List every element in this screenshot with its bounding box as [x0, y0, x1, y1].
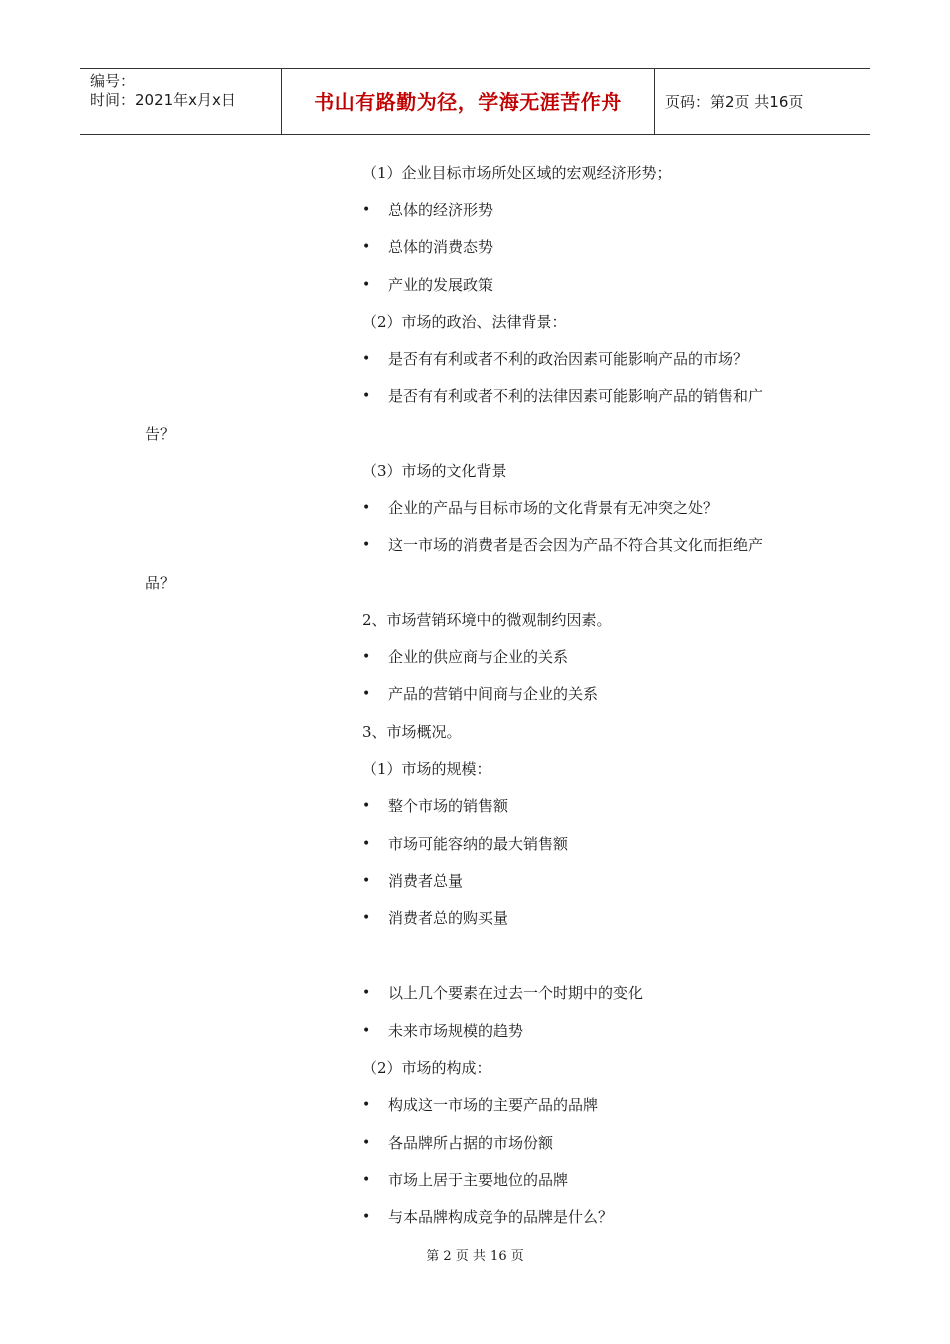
bullet-item: 产品的营销中间商与企业的关系 — [388, 685, 599, 703]
bullet-item: 未来市场规模的趋势 — [388, 1022, 524, 1040]
bullet-marker: • — [362, 351, 371, 367]
bullet-item: 是否有有利或者不利的法律因素可能影响产品的销售和广 — [388, 387, 764, 405]
paragraph-line: （2）市场的政治、法律背景： — [362, 313, 567, 331]
page-footer: 第 2 页 共 16 页 — [426, 1249, 524, 1264]
bullet-marker: • — [362, 1172, 371, 1188]
bullet-marker: • — [362, 1097, 371, 1113]
bullet-marker: • — [362, 836, 371, 852]
bullet-marker: • — [362, 1023, 371, 1039]
paragraph-line: （3）市场的文化背景 — [362, 462, 507, 480]
header-number-label: 编号： — [90, 72, 136, 90]
bullet-item: 企业的产品与目标市场的文化背景有无冲突之处？ — [388, 499, 719, 517]
bullet-item: 市场上居于主要地位的品牌 — [388, 1171, 569, 1189]
bullet-marker: • — [362, 202, 371, 218]
bullet-marker: • — [362, 239, 371, 255]
bullet-marker: • — [362, 500, 371, 516]
bullet-marker: • — [362, 277, 371, 293]
bullet-item: 各品牌所占据的市场份额 — [388, 1134, 554, 1152]
bullet-item: 与本品牌构成竞争的品牌是什么？ — [388, 1208, 614, 1226]
paragraph-line: 2、市场营销环境中的微观制约因素。 — [362, 611, 612, 629]
bullet-marker: • — [362, 537, 371, 553]
bullet-item: 总体的经济形势 — [388, 201, 494, 219]
bullet-marker: • — [362, 1135, 371, 1151]
bullet-item: 构成这一市场的主要产品的品牌 — [388, 1096, 599, 1114]
paragraph-line: （2）市场的构成： — [362, 1059, 492, 1077]
bullet-marker: • — [362, 388, 371, 404]
header-time-label: 时间：2021年x月x日 — [90, 91, 236, 109]
header-meta — [80, 69, 282, 134]
bullet-item: 以上几个要素在过去一个时期中的变化 — [388, 984, 644, 1002]
bullet-marker: • — [362, 873, 371, 889]
bullet-item: 总体的消费态势 — [388, 238, 494, 256]
bullet-item: 消费者总量 — [388, 872, 464, 890]
bullet-item: 市场可能容纳的最大销售额 — [388, 835, 569, 853]
paragraph-line: （1）企业目标市场所处区域的宏观经济形势； — [362, 164, 672, 182]
page-header — [80, 68, 870, 135]
paragraph-line: 3、市场概况。 — [362, 723, 462, 741]
bullet-item: 是否有有利或者不利的政治因素可能影响产品的市场？ — [388, 350, 749, 368]
bullet-marker: • — [362, 686, 371, 702]
bullet-item: 消费者总的购买量 — [388, 909, 509, 927]
bullet-marker: • — [362, 910, 371, 926]
bullet-item: 产业的发展政策 — [388, 276, 494, 294]
paragraph-line: （1）市场的规模： — [362, 760, 492, 778]
bullet-marker: • — [362, 1209, 371, 1225]
wrapped-text: 告？ — [145, 425, 176, 443]
wrapped-text: 品？ — [145, 574, 176, 592]
header-page-info: 页码：第2页 共16页 — [665, 93, 804, 111]
bullet-item: 整个市场的销售额 — [388, 797, 509, 815]
bullet-item: 企业的供应商与企业的关系 — [388, 648, 569, 666]
bullet-marker: • — [362, 798, 371, 814]
bullet-marker: • — [362, 649, 371, 665]
bullet-item: 这一市场的消费者是否会因为产品不符合其文化而拒绝产 — [388, 536, 764, 554]
header-motto: 书山有路勤为径，学海无涯苦作舟 — [282, 69, 655, 134]
bullet-marker: • — [362, 985, 371, 1001]
